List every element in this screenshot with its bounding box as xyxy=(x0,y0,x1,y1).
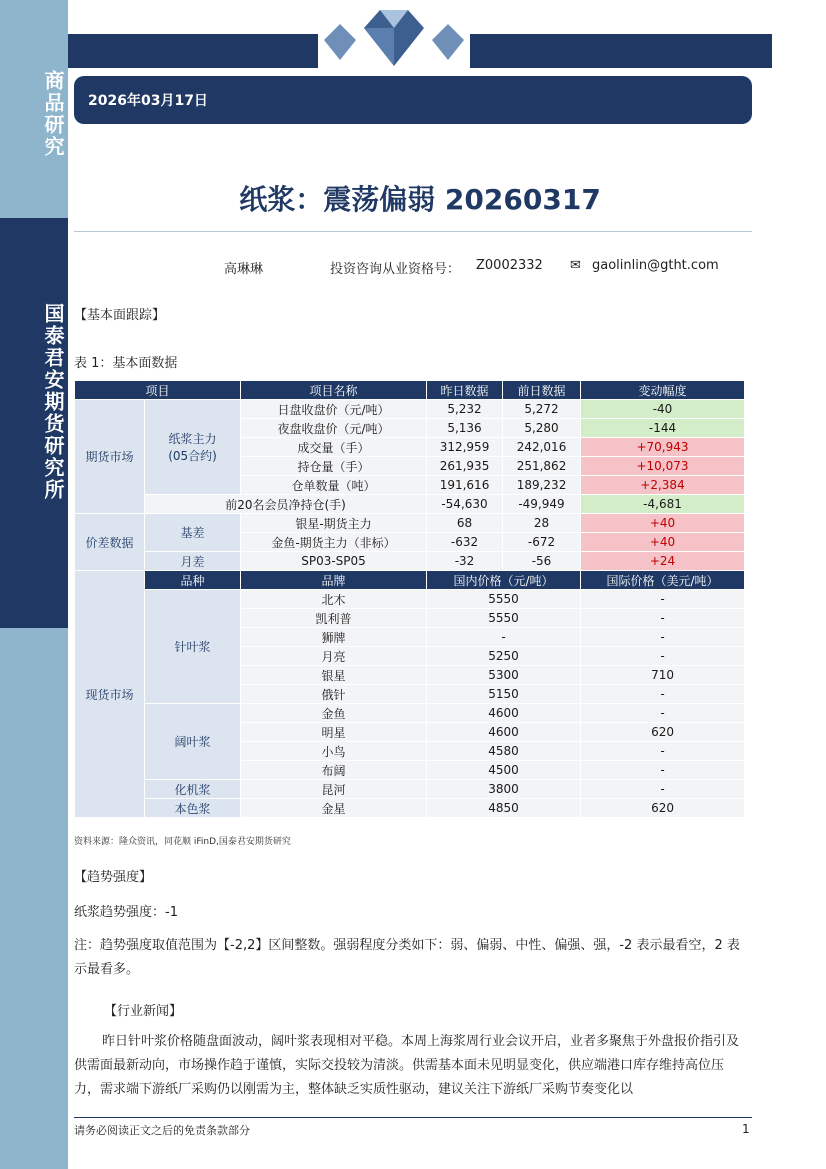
brand-name: 小鸟 xyxy=(241,742,427,761)
item-name: 成交量（手） xyxy=(241,438,427,457)
monthly-spread-label: 月差 xyxy=(145,552,241,571)
prior-value: -672 xyxy=(503,533,581,552)
domestic-price: 4580 xyxy=(427,742,581,761)
item-name: 持仓量（手） xyxy=(241,457,427,476)
international-price: 620 xyxy=(581,723,745,742)
international-price: - xyxy=(581,685,745,704)
yesterday-value: -32 xyxy=(427,552,503,571)
license-label: 投资咨询从业资格号： xyxy=(330,262,461,277)
spot-header-row xyxy=(75,571,745,590)
footer-divider xyxy=(74,1117,752,1118)
author-email[interactable]: gaolinlin@gtht.com xyxy=(592,258,719,273)
table-row xyxy=(75,780,745,799)
yesterday-value: 5,232 xyxy=(427,400,503,419)
brand-name: 俄针 xyxy=(241,685,427,704)
source-note: 资料来源：隆众资讯，同花顺 iFinD,国泰君安期货研究 xyxy=(74,837,291,847)
brand-name: 银星 xyxy=(241,666,427,685)
change-value: -4,681 xyxy=(581,495,745,514)
domestic-price: 4500 xyxy=(427,761,581,780)
sidebar-category-label: 商品研究 xyxy=(41,70,65,158)
domestic-price: 4850 xyxy=(427,799,581,818)
change-value: +40 xyxy=(581,533,745,552)
brand-name: 月亮 xyxy=(241,647,427,666)
yesterday-value: 191,616 xyxy=(427,476,503,495)
header-cell: 前日数据 xyxy=(503,381,581,400)
table-row xyxy=(75,400,745,419)
header-cell: 变动幅度 xyxy=(581,381,745,400)
prior-value: 189,232 xyxy=(503,476,581,495)
table-header-row xyxy=(75,381,745,400)
domestic-price: 4600 xyxy=(427,704,581,723)
change-value: +40 xyxy=(581,514,745,533)
table-row xyxy=(75,514,745,533)
yesterday-value: -54,630 xyxy=(427,495,503,514)
international-price: - xyxy=(581,704,745,723)
yesterday-value: 261,935 xyxy=(427,457,503,476)
international-price: - xyxy=(581,742,745,761)
change-value: +10,073 xyxy=(581,457,745,476)
footer-disclaimer: 请务必阅读正文之后的免责条款部分 xyxy=(74,1124,250,1137)
pulp-category-label: 针叶浆 xyxy=(145,590,241,704)
domestic-price: 4600 xyxy=(427,723,581,742)
change-value: +70,943 xyxy=(581,438,745,457)
table-caption: 表 1：基本面数据 xyxy=(74,356,178,371)
prior-value: 28 xyxy=(503,514,581,533)
yesterday-value: -632 xyxy=(427,533,503,552)
domestic-price: 3800 xyxy=(427,780,581,799)
header-cell: 昨日数据 xyxy=(427,381,503,400)
international-price: - xyxy=(581,628,745,647)
spot-header-cell: 品种 xyxy=(145,571,241,590)
futures-group-label: 期货市场 xyxy=(75,400,145,514)
item-name: 银星-期货主力 xyxy=(241,514,427,533)
domestic-price: 5300 xyxy=(427,666,581,685)
fundamentals-table xyxy=(74,380,745,818)
change-value: +2,384 xyxy=(581,476,745,495)
item-name: 前20名会员净持仓(手) xyxy=(145,495,427,514)
futures-contract-label: 纸浆主力 (05合约) xyxy=(145,400,241,495)
international-price: - xyxy=(581,590,745,609)
domestic-price: - xyxy=(427,628,581,647)
prior-value: 251,862 xyxy=(503,457,581,476)
title-divider xyxy=(74,231,752,232)
section-fundamentals: 【基本面跟踪】 xyxy=(74,308,166,323)
domestic-price: 5550 xyxy=(427,609,581,628)
pulp-category-label: 阔叶浆 xyxy=(145,704,241,780)
spot-header-cell: 国际价格（美元/吨） xyxy=(581,571,745,590)
table-row xyxy=(75,552,745,571)
spot-header-cell: 品牌 xyxy=(241,571,427,590)
brand-name: 金鱼 xyxy=(241,704,427,723)
item-name: SP03-SP05 xyxy=(241,552,427,571)
brand-name: 金星 xyxy=(241,799,427,818)
report-title: 纸浆：震荡偏弱 20260317 xyxy=(239,183,601,216)
news-body: 昨日针叶浆价格随盘面波动，阔叶浆表现相对平稳。本周上海浆周行业会议开启，业者多聚焦于外盘报价指引及供需面最新动向，市场操作趋于谨慎，实际交投较为清淡。供需基本面未见明显变化，供应端港口库存维持高位压力，需求端下游纸厂采购仍以刚需为主，整体缺乏实质性驱动，建议关注下游纸厂采购节奏变化以 xyxy=(74,1034,740,1097)
page-number: 1 xyxy=(742,1122,750,1136)
item-name: 日盘收盘价（元/吨） xyxy=(241,400,427,419)
international-price: - xyxy=(581,609,745,628)
brand-name: 昆河 xyxy=(241,780,427,799)
pulp-category-label: 本色浆 xyxy=(145,799,241,818)
domestic-price: 5550 xyxy=(427,590,581,609)
change-value: -40 xyxy=(581,400,745,419)
header-item: 项目 xyxy=(75,381,241,400)
brand-name: 明星 xyxy=(241,723,427,742)
author-name: 高琳琳 xyxy=(224,262,264,277)
yesterday-value: 5,136 xyxy=(427,419,503,438)
prior-value: -56 xyxy=(503,552,581,571)
international-price: - xyxy=(581,761,745,780)
trend-note: 注：趋势强度取值范围为【-2,2】区间整数。强弱程度分类如下：弱、偏弱、中性、偏强、强，-2 表示最看空，2 表示最看多。 xyxy=(74,938,740,977)
license-number: Z0002332 xyxy=(476,258,543,273)
domestic-price: 5250 xyxy=(427,647,581,666)
spot-header-cell: 国内价格（元/吨） xyxy=(427,571,581,590)
email-icon: ✉ xyxy=(570,258,581,273)
prior-value: 242,016 xyxy=(503,438,581,457)
section-news: 【行业新闻】 xyxy=(104,1004,183,1019)
report-date: 2026年03月17日 xyxy=(88,93,208,109)
prior-value: 5,272 xyxy=(503,400,581,419)
yesterday-value: 68 xyxy=(427,514,503,533)
international-price: - xyxy=(581,780,745,799)
table-row xyxy=(75,799,745,818)
date-bar xyxy=(74,76,752,124)
item-name: 金鱼-期货主力（非标） xyxy=(241,533,427,552)
header-cell: 项目名称 xyxy=(241,381,427,400)
prior-value: 5,280 xyxy=(503,419,581,438)
brand-name: 北木 xyxy=(241,590,427,609)
change-value: -144 xyxy=(581,419,745,438)
section-trend: 【趋势强度】 xyxy=(74,870,153,885)
sidebar-institute-label: 国泰君安期货研究所 xyxy=(41,303,65,501)
change-value: +24 xyxy=(581,552,745,571)
prior-value: -49,949 xyxy=(503,495,581,514)
international-price: 710 xyxy=(581,666,745,685)
diamond-logo-icon xyxy=(318,0,470,68)
trend-value: 纸浆趋势强度：-1 xyxy=(74,905,178,920)
spread-group-label: 价差数据 xyxy=(75,514,145,571)
table-row xyxy=(75,704,745,723)
sidebar-bottom-panel xyxy=(0,628,68,1169)
item-name: 仓单数量（吨） xyxy=(241,476,427,495)
yesterday-value: 312,959 xyxy=(427,438,503,457)
table-row xyxy=(75,590,745,609)
item-name: 夜盘收盘价（元/吨） xyxy=(241,419,427,438)
basis-label: 基差 xyxy=(145,514,241,552)
pulp-category-label: 化机浆 xyxy=(145,780,241,799)
international-price: - xyxy=(581,647,745,666)
international-price: 620 xyxy=(581,799,745,818)
table-row xyxy=(75,495,745,514)
brand-name: 狮牌 xyxy=(241,628,427,647)
brand-name: 凯利普 xyxy=(241,609,427,628)
spot-group-label: 现货市场 xyxy=(75,571,145,818)
brand-name: 布阔 xyxy=(241,761,427,780)
domestic-price: 5150 xyxy=(427,685,581,704)
